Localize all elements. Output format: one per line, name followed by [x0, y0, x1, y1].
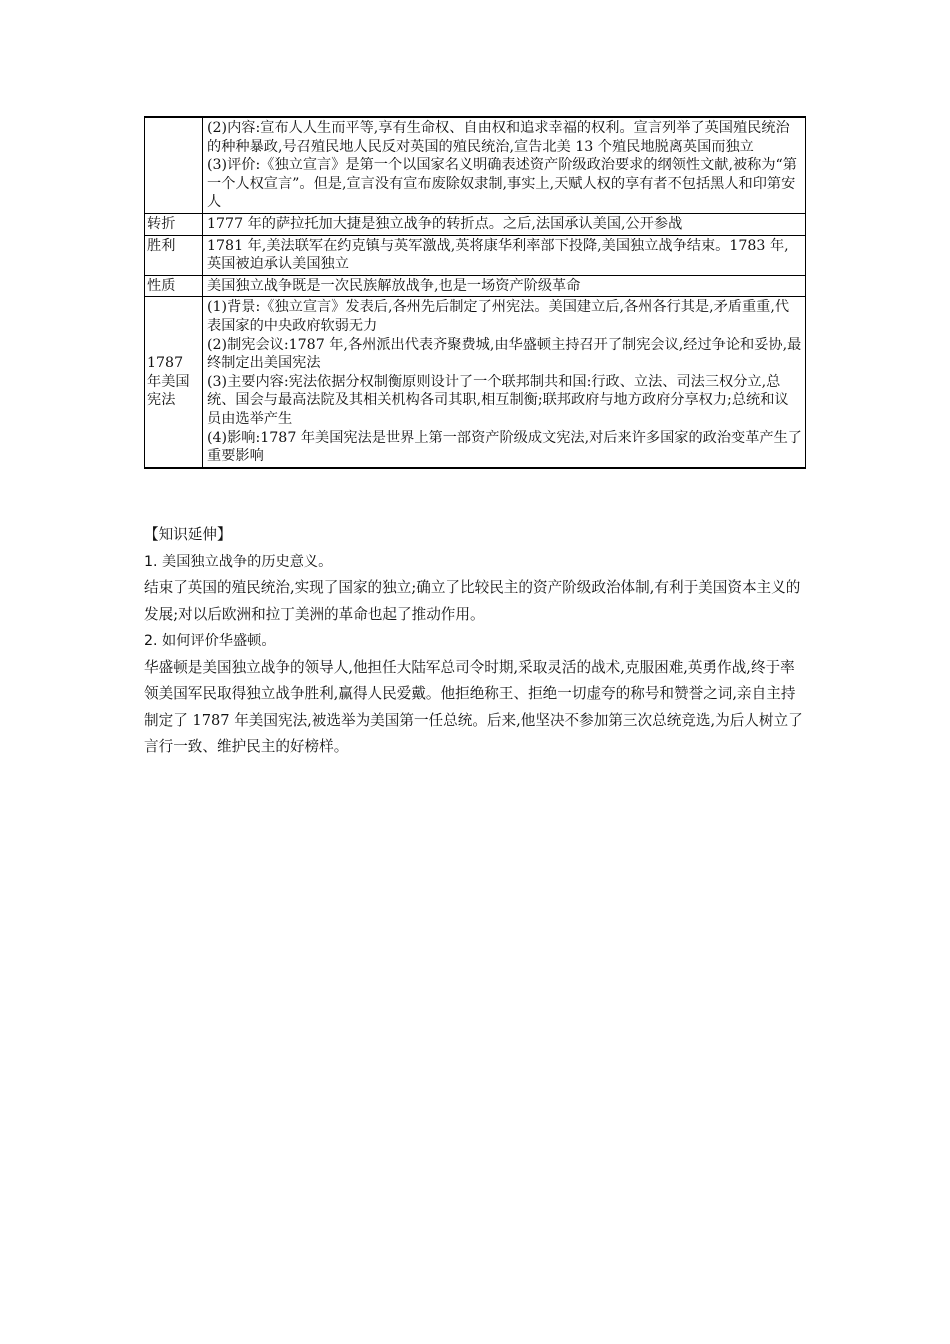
row-content [203, 235, 806, 275]
content-line: (3)评价:《独立宣言》是第一个以国家名义明确表述资产阶级政治要求的纲领性文献,被称为“第一个人权宣言”。但是,宣言没有宣布废除奴隶制,事实上,天赋人权的享有者不包括黑人和印第安人 [207, 157, 797, 211]
content-line: (1)背景:《独立宣言》发表后,各州先后制定了州宪法。美国建立后,各州各行其是,矛盾重重,代表国家的中央政府软弱无力 [207, 299, 790, 334]
row-label [145, 117, 203, 213]
content-line: (2)内容:宣布人人生而平等,享有生命权、自由权和追求幸福的权利。宣言列举了英国殖民统治的种种暴政,号召殖民地人民反对英国的殖民统治,宣告北美 13 个殖民地脱离英国而独立 [207, 120, 790, 155]
table-row [145, 297, 806, 468]
table-row [145, 275, 806, 297]
table-row [145, 235, 806, 275]
content-line: (4)影响:1787 年美国宪法是世界上第一部资产阶级成文宪法,对后来许多国家的政治变革产生了重要影响 [207, 429, 802, 465]
content-line: 1781 年,美法联军在约克镇与英军激战,英将康华利率部下投降,美国独立战争结束。1783 年,英国被迫承认美国独立 [207, 237, 789, 273]
knowledge-extension [144, 522, 806, 761]
content-line: (2)制宪会议:1787 年,各州派出代表齐聚费城,由华盛顿主持召开了制宪会议,经过争论和妥协,最终制定出美国宪法 [207, 336, 802, 372]
table-row [145, 117, 806, 213]
section-heading: 【知识延伸】 [144, 526, 232, 543]
row-content [203, 117, 806, 213]
row-content [203, 297, 806, 468]
row-label: 转折 [145, 213, 203, 235]
row-content [203, 275, 806, 297]
answer-2: 华盛顿是美国独立战争的领导人,他担任大陆军总司令时期,采取灵活的战术,克服困难,英勇作战,终于率领美国军民取得独立战争胜利,赢得人民爱戴。他拒绝称王、拒绝一切虚夸的称号和赞誉之词,亲自主持制定了 1787 年美国宪法,被选举为美国第一任总统。后来,他坚决不参加第三次总统竞选,为后人树立了言行一致、维护民主的好榜样。 [144, 658, 803, 755]
knowledge-table [144, 116, 806, 469]
content-line: 1777 年的萨拉托加大捷是独立战争的转折点。之后,法国承认美国,公开参战 [207, 215, 683, 232]
row-label: 性质 [145, 275, 203, 297]
row-label: 胜利 [145, 235, 203, 275]
question-2: 2. 如何评价华盛顿。 [144, 633, 276, 649]
row-content [203, 213, 806, 235]
row-label: 1787 年美国宪法 [145, 297, 203, 468]
question-1: 1. 美国独立战争的历史意义。 [144, 553, 333, 570]
content-line: (3)主要内容:宪法依据分权制衡原则设计了一个联邦制共和国:行政、立法、司法三权分立,总统、国会与最高法院及其相关机构各司其职,相互制衡;联邦政府与地方政府分享权力;总统和议员由选举产生 [207, 373, 789, 427]
table-row [145, 213, 806, 235]
content-line: 美国独立战争既是一次民族解放战争,也是一场资产阶级革命 [207, 277, 581, 294]
answer-1: 结束了英国的殖民统治,实现了国家的独立;确立了比较民主的资产阶级政治体制,有利于美国资本主义的发展;对以后欧洲和拉丁美洲的革命也起了推动作用。 [144, 579, 801, 623]
